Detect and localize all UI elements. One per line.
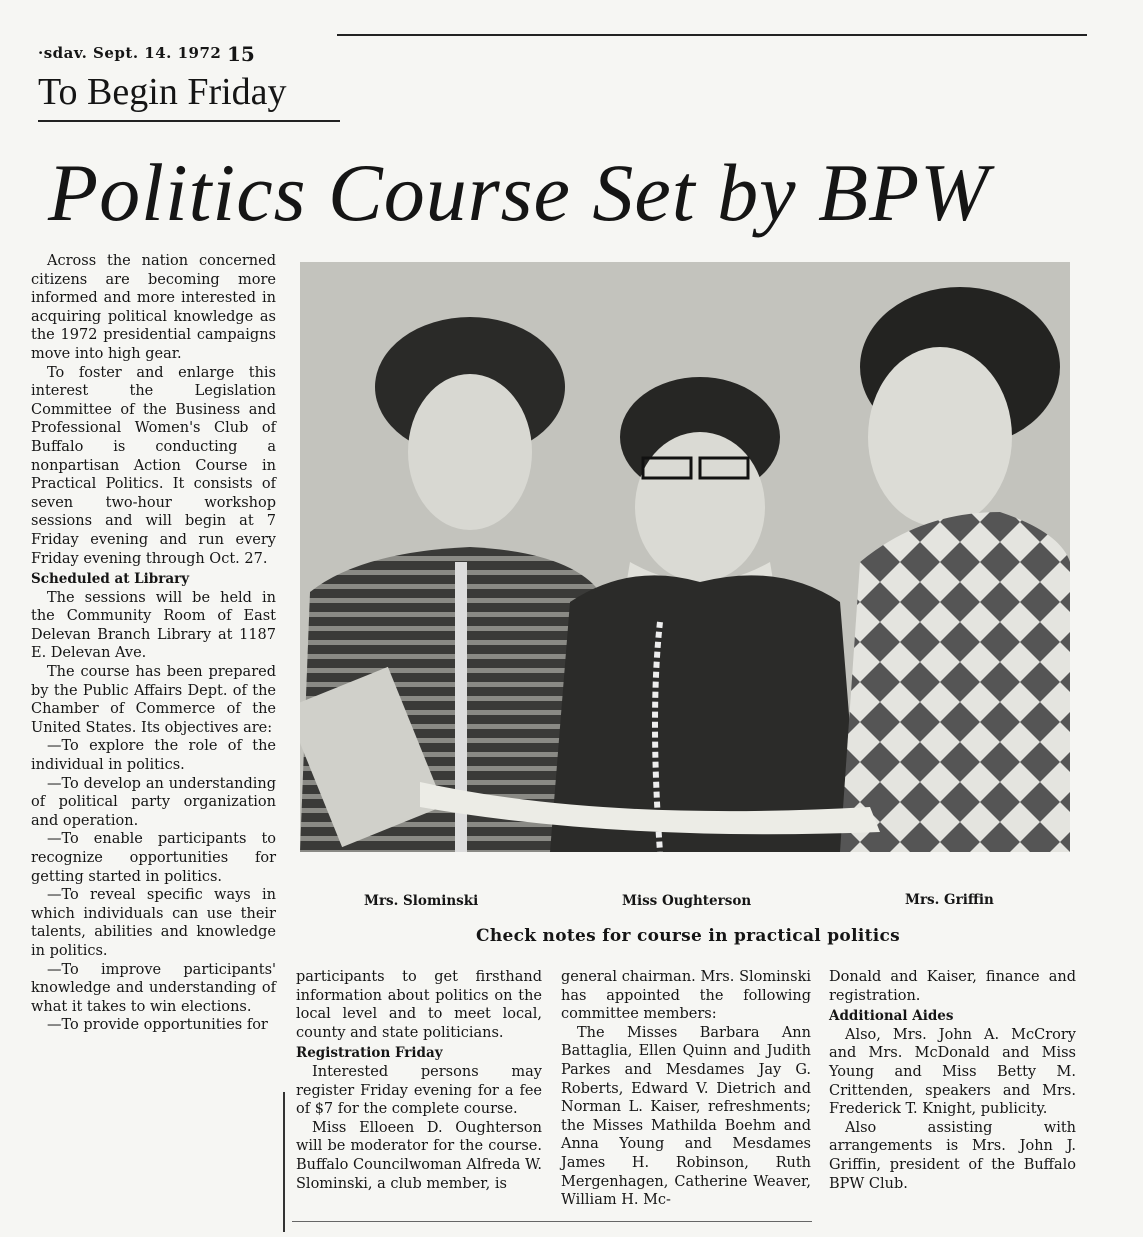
subhead-scheduled: Scheduled at Library: [31, 571, 190, 588]
bottom-rule: [292, 1221, 812, 1222]
paragraph: —To improve participants' knowledge and understanding of what it takes to win elections.: [31, 961, 276, 1015]
page-number: 15: [227, 42, 255, 66]
photo-caption: Check notes for course in practical politics: [476, 926, 901, 946]
paragraph: —To explore the role of the individual in politics.: [31, 738, 276, 774]
kicker-rule: [38, 120, 340, 122]
top-rule: [337, 34, 1087, 36]
paragraph: Across the nation concerned citizens are becoming more informed and more interested in acquiring political knowledge as the 1972 presidential campaigns move into high gear.: [31, 253, 276, 362]
paragraph: —To develop an understanding of political party organization and operation.: [31, 775, 276, 829]
paragraph: The sessions will be held in the Community Room of East Delevan Branch Library at 1187 E. Delevan Ave.: [31, 589, 276, 662]
paragraph: Donald and Kaiser, finance and registration.: [829, 969, 1076, 1004]
article-column-4: [829, 968, 1076, 1193]
kicker-headline: To Begin Friday: [38, 71, 287, 113]
article-column-3: [561, 968, 811, 1210]
photo-name-right: Mrs. Griffin: [905, 892, 994, 908]
main-headline: Politics Course Set by BPW: [48, 147, 990, 238]
photo-illustration: [300, 262, 1070, 852]
paragraph: —To provide opportunities for: [47, 1017, 268, 1034]
group-photo: [300, 262, 1070, 852]
paragraph: Also assisting with arrangements is Mrs. John J. Griffin, president of the Buffalo BPW Club.: [829, 1119, 1076, 1192]
paragraph: To foster and enlarge this interest the Legislation Committee of the Business and Professional Women's Club of Buffalo is conducting a nonpartisan Action Course in Practical Politics. It consists of seven two-hour workshop sessions and will begin at 7 Friday evening and run every Friday evening through Oct. 27.: [31, 364, 276, 567]
paragraph: —To reveal specific ways in which individuals can use their talents, abilities and knowledge in politics.: [31, 887, 276, 959]
dateline: ·sdav. Sept. 14. 1972: [38, 44, 222, 62]
subhead-additional-aides: Additional Aides: [829, 1008, 954, 1025]
article-column-2: [296, 968, 542, 1193]
article-column-1: [31, 252, 276, 1035]
paragraph: The Misses Barbara Ann Battaglia, Ellen Quinn and Judith Parkes and Mesdames Jay G. Roberts, Edward V. Dietrich and Norman L. Kaiser, refreshments; the Misses Mathilda Boehm and Anna Young and Mesdames James H. Robinson, Ruth Mergenhagen, Catherine Weaver, William H. Mc-: [561, 1024, 811, 1209]
photo-name-middle: Miss Oughterson: [622, 893, 752, 909]
paragraph: Miss Elloeen D. Oughterson will be moderator for the course. Buffalo Councilwoman Alfreda W. Slominski, a club member, is: [296, 1119, 542, 1192]
subhead-registration: Registration Friday: [296, 1045, 443, 1062]
column-bar: [283, 1092, 285, 1232]
paragraph: general chairman. Mrs. Slominski has appointed the following committee members:: [561, 969, 811, 1023]
paragraph: The course has been prepared by the Public Affairs Dept. of the Chamber of Commerce of the United States. Its objectives are:: [31, 664, 276, 736]
paragraph: Interested persons may register Friday evening for a fee of $7 for the complete course.: [296, 1063, 542, 1118]
photo-name-left: Mrs. Slominski: [364, 893, 479, 909]
paragraph: Also, Mrs. John A. McCrory and Mrs. McDonald and Miss Young and Miss Betty M. Crittenden, speakers and Mrs. Frederick T. Knight, publicity.: [829, 1026, 1076, 1118]
paragraph: participants to get firsthand information about politics on the local level and to meet local, county and state politicians.: [296, 969, 542, 1041]
paragraph: —To enable participants to recognize opportunities for getting started in politics.: [31, 831, 276, 885]
